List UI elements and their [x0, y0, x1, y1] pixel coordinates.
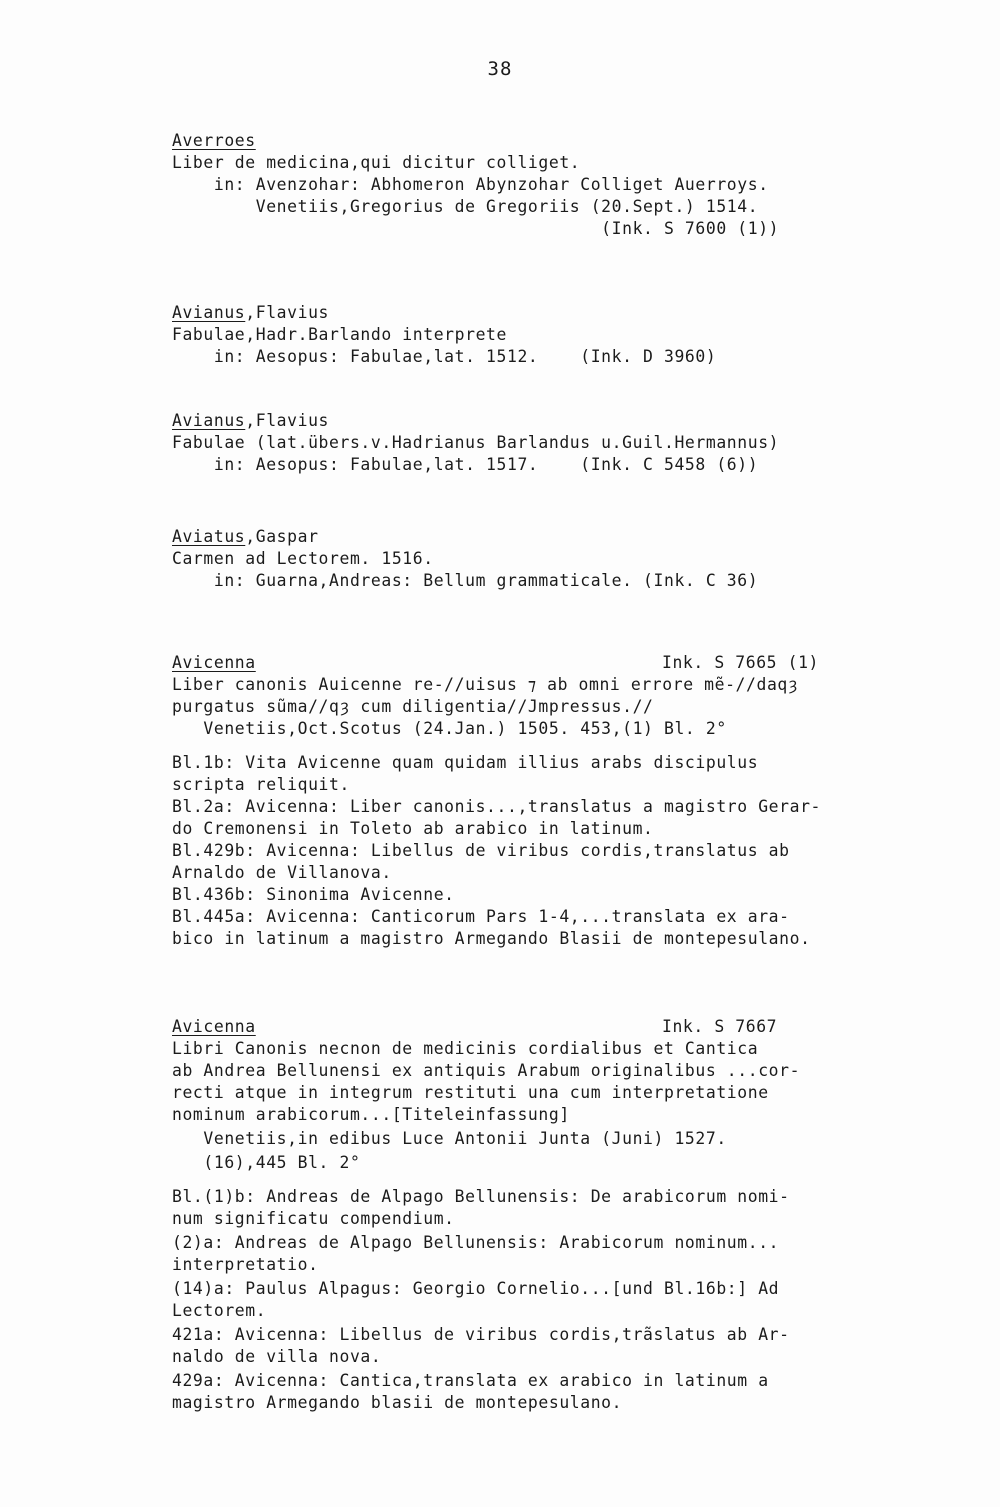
page-number: 38: [487, 58, 513, 80]
entry-heading: [172, 526, 319, 548]
entry-line: interpretatio.: [172, 1255, 319, 1274]
entry-line: Bl.445a: Avicenna: Canticorum Pars 1-4,...translata ex ara-: [172, 907, 790, 926]
entry-line: num significatu compendium.: [172, 1209, 455, 1228]
entry-line: Fabulae,Hadr.Barlando interprete: [172, 325, 507, 344]
entry-line: ab Andrea Bellunensi ex antiquis Arabum originalibus ...cor-: [172, 1061, 801, 1080]
entry-line: Lectorem.: [172, 1301, 267, 1320]
entry-heading: [172, 652, 256, 674]
entry-heading-suffix: ,Flavius: [245, 303, 330, 322]
entry-line: (14)a: Paulus Alpagus: Georgio Cornelio...[und Bl.16b:] Ad: [172, 1279, 780, 1298]
entry-line: in: Guarna,Andreas: Bellum grammaticale. (Ink. C 36): [172, 571, 759, 590]
entry-line: in: Avenzohar: Abhomeron Abynzohar Colliget Auerroys.: [172, 175, 769, 194]
entry-line: recti atque in integrum restituti una cum interpretatione: [172, 1083, 769, 1102]
entry-heading-name: Avicenna: [172, 1017, 256, 1036]
entry-heading: [172, 130, 256, 152]
entry-line: Arnaldo de Villanova.: [172, 863, 392, 882]
entry-line: Fabulae (lat.übers.v.Hadrianus Barlandus u.Guil.Hermannus): [172, 433, 780, 452]
entry-line: Carmen ad Lectorem. 1516.: [172, 549, 434, 568]
entry-heading: [172, 1016, 256, 1038]
entry-line: magistro Armegando blasii de montepesulano.: [172, 1393, 623, 1412]
entry-line: bico in latinum a magistro Armegando Blasii de montepesulano.: [172, 929, 811, 948]
entry-line: 421a: Avicenna: Libellus de viribus cordis,trãslatus ab Ar-: [172, 1325, 790, 1344]
entry-line: Libri Canonis necnon de medicinis cordialibus et Cantica: [172, 1039, 759, 1058]
entry-line: (2)a: Andreas de Alpago Bellunensis: Arabicorum nominum...: [172, 1233, 780, 1252]
entry-line: nominum arabicorum...[Titeleinfassung]: [172, 1105, 570, 1124]
entry-line: Liber de medicina,qui dicitur colliget.: [172, 153, 581, 172]
entry-heading-name: Avianus: [172, 303, 246, 322]
entry-heading-suffix: ,Gaspar: [245, 527, 319, 546]
entry-heading-name: Aviatus: [172, 527, 246, 546]
entry-heading: [172, 302, 329, 324]
entry-line: Liber canonis Auicenne re-//uisus ⁊ ab omni errore mẽ-//daqȝ: [172, 675, 799, 694]
entry-line: in: Aesopus: Fabulae,lat. 1517. (Ink. C 5458 (6)): [172, 455, 759, 474]
entry-heading-name: Avicenna: [172, 653, 256, 672]
entry-line: (Ink. S 7600 (1)): [172, 219, 780, 238]
entry-ref: Ink. S 7667: [662, 1017, 778, 1036]
entry-line: naldo de villa nova.: [172, 1347, 382, 1366]
entry-line: Bl.1b: Vita Avicenne quam quidam illius arabs discipulus: [172, 753, 759, 772]
entry-ref: Ink. S 7665 (1): [662, 653, 820, 672]
entry-line: Bl.429b: Avicenna: Libellus de viribus cordis,translatus ab: [172, 841, 790, 860]
entry-heading-name: Averroes: [172, 131, 256, 150]
entry-line: Bl.2a: Avicenna: Liber canonis...,translatus a magistro Gerar-: [172, 797, 822, 816]
entry-heading: [172, 410, 329, 432]
entry-line: Bl.436b: Sinonima Avicenne.: [172, 885, 455, 904]
entry-heading-name: Avianus: [172, 411, 246, 430]
entry-line: Venetiis,Oct.Scotus (24.Jan.) 1505. 453,(1) Bl. 2°: [172, 719, 727, 738]
entry-line: purgatus sũma//qȝ cum diligentia//Jmpressus.//: [172, 697, 654, 716]
entry-heading-suffix: ,Flavius: [245, 411, 330, 430]
entry-line: in: Aesopus: Fabulae,lat. 1512. (Ink. D 3960): [172, 347, 717, 366]
entry-line: Venetiis,in edibus Luce Antonii Junta (Juni) 1527.: [172, 1129, 727, 1148]
entry-line: scripta reliquit.: [172, 775, 350, 794]
entry-line: (16),445 Bl. 2°: [172, 1153, 361, 1172]
entry-line: Venetiis,Gregorius de Gregoriis (20.Sept.) 1514.: [172, 197, 759, 216]
entry-line: Bl.(1)b: Andreas de Alpago Bellunensis: De arabicorum nomi-: [172, 1187, 790, 1206]
entry-line: 429a: Avicenna: Cantica,translata ex arabico in latinum a: [172, 1371, 769, 1390]
entry-line: do Cremonensi in Toleto ab arabico in latinum.: [172, 819, 654, 838]
